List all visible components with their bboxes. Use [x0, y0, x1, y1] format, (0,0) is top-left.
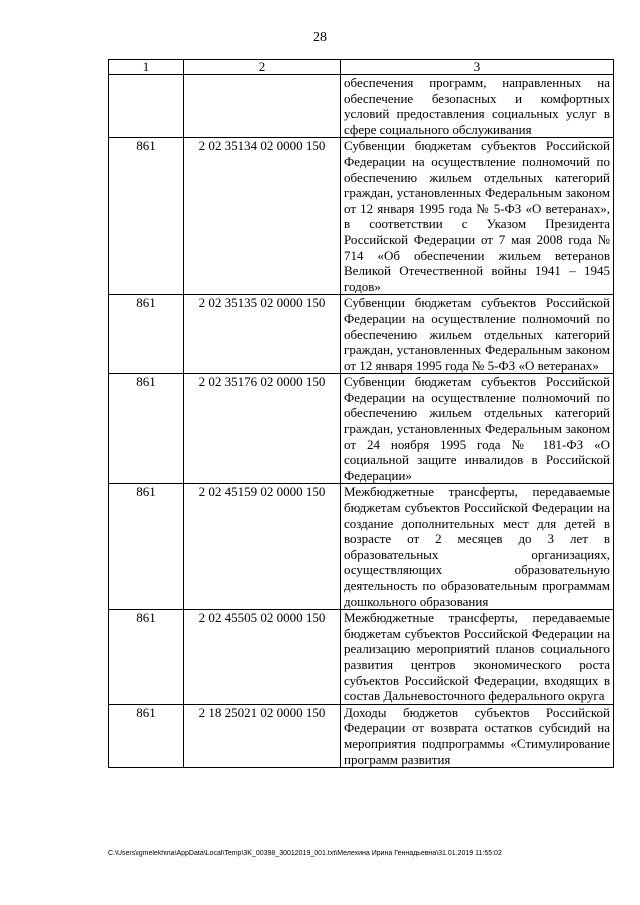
budget-code-cell: 2 02 35134 02 0000 150 [184, 138, 341, 295]
budget-code-cell: 2 02 35176 02 0000 150 [184, 374, 341, 484]
description-cell: Доходы бюджетов субъектов Российской Федерации от возврата остатков субсидий на мероприятия подпрограммы «Стимулирование программ развития [341, 704, 614, 767]
budget-code-cell: 2 02 45159 02 0000 150 [184, 484, 341, 610]
continuation-empty-cell-2 [184, 75, 341, 138]
header-col-2: 2 [184, 60, 341, 75]
table-row [109, 295, 614, 374]
description-cell: Субвенции бюджетам субъектов Российской Федерации на осуществление полномочий по обеспечению жильем отдельных категорий граждан, установленных Федеральным законом от 12 января 1995 года № 5-ФЗ «О ветеранах» [341, 295, 614, 374]
admin-code-cell: 861 [109, 704, 184, 767]
admin-code-cell: 861 [109, 484, 184, 610]
table-row [109, 374, 614, 484]
admin-code-cell: 861 [109, 295, 184, 374]
admin-code-cell: 861 [109, 138, 184, 295]
continuation-empty-cell-1 [109, 75, 184, 138]
admin-code-cell: 861 [109, 374, 184, 484]
description-cell: Межбюджетные трансферты, передаваемые бюджетам субъектов Российской Федерации на создание дополнительных мест для детей в возрасте от 2 месяцев до 3 лет в образовательных организациях, осуществляющих образовательную деятельность по образовательным программам дошкольного образования [341, 484, 614, 610]
header-col-3: 3 [341, 60, 614, 75]
header-col-1: 1 [109, 60, 184, 75]
table-row [109, 610, 614, 705]
table-row [109, 138, 614, 295]
budget-code-cell: 2 02 45505 02 0000 150 [184, 610, 341, 705]
table-row [109, 484, 614, 610]
table-header-row [109, 60, 614, 75]
table-row [109, 704, 614, 767]
budget-code-cell: 2 02 35135 02 0000 150 [184, 295, 341, 374]
continuation-row [109, 75, 614, 138]
budget-codes-table [108, 59, 614, 768]
file-path-footer: C:\Users\igmelekhina\AppData\Local\Temp\3K_00398_30012019_001.txt\Мелехина Ирина Геннадьевна\31.01.2019 11:55:02 [108, 850, 502, 857]
continuation-text: обеспечения программ, направленных на обеспечение безопасных и комфортных условий предоставления социальных услуг в сфере социального обслуживания [341, 75, 614, 138]
description-cell: Межбюджетные трансферты, передаваемые бюджетам субъектов Российской Федерации на реализацию мероприятий планов социального развития центров экономического роста субъектов Российской Федерации, входящих в состав Дальневосточного федерального округа [341, 610, 614, 705]
description-cell: Субвенции бюджетам субъектов Российской Федерации на осуществление полномочий по обеспечению жильем отдельных категорий граждан, установленных Федеральным законом от 24 ноября 1995 года № 181-ФЗ «О социальной защите инвалидов в Российской Федерации» [341, 374, 614, 484]
description-cell: Субвенции бюджетам субъектов Российской Федерации на осуществление полномочий по обеспечению жильем отдельных категорий граждан, установленных Федеральным законом от 12 января 1995 года № 5-ФЗ «О ветеранах», в соответствии с Указом Президента Российской Федерации от 7 мая 2008 года № 714 «Об обеспечении жильем ветеранов Великой Отечественной войны 1941 – 1945 годов» [341, 138, 614, 295]
budget-code-cell: 2 18 25021 02 0000 150 [184, 704, 341, 767]
admin-code-cell: 861 [109, 610, 184, 705]
page-number: 28 [313, 30, 327, 45]
